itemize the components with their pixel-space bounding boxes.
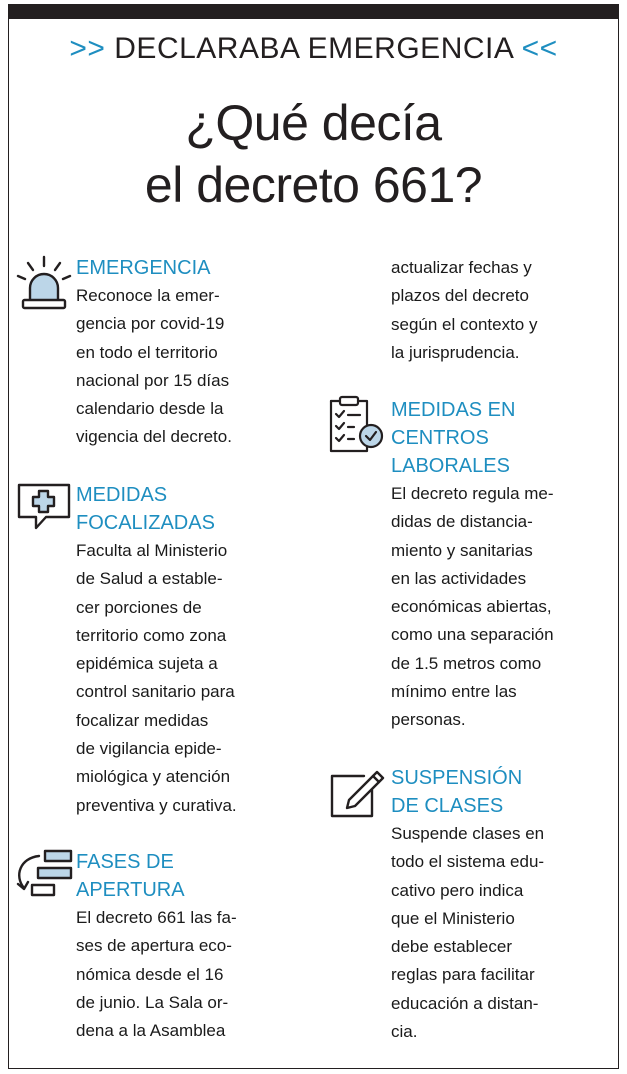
body-line: de Salud a estable-	[76, 569, 223, 589]
section-fases-apertura	[76, 848, 316, 1045]
body-line: de vigilancia epide-	[76, 739, 222, 759]
section-title-line: APERTURA	[76, 879, 185, 901]
body-line: vigencia del decreto.	[76, 427, 232, 447]
body-line: control sanitario para	[76, 682, 235, 702]
body-line: personas.	[391, 710, 466, 730]
section-title-line: FOCALIZADAS	[76, 512, 215, 534]
section-title-line: MEDIDAS EN	[391, 399, 516, 421]
kicker-right-arrows: <<	[521, 32, 558, 65]
page-title	[0, 92, 627, 216]
title-line: el decreto 661?	[144, 157, 483, 213]
body-line: territorio como zona	[76, 625, 227, 645]
body-line: preventiva y curativa.	[76, 795, 237, 815]
body-line: cia.	[391, 1022, 418, 1042]
body-line: como una separación	[391, 625, 554, 645]
body-line: El decreto regula me-	[391, 484, 554, 503]
section-title	[391, 764, 616, 820]
kicker-text: DECLARABA EMERGENCIA	[114, 32, 513, 65]
body-line: de 1.5 metros como	[391, 653, 542, 673]
body-line: didas de distancia-	[391, 512, 533, 532]
section-title-line: CENTROS	[391, 427, 489, 449]
section-emergencia	[76, 254, 316, 452]
body-line: focalizar medidas	[76, 710, 209, 730]
section-title-line: SUSPENSIÓN	[391, 767, 523, 789]
body-line: la jurisprudencia.	[391, 342, 520, 362]
section-suspension-clases	[391, 764, 616, 1046]
body-line: actualizar fechas y	[391, 258, 532, 277]
kicker	[0, 32, 627, 66]
section-title-line: DE CLASES	[391, 795, 504, 817]
medical-chat-icon	[16, 481, 72, 533]
body-line: cer porciones de	[76, 597, 202, 617]
body-line: Faculta al Ministerio	[76, 541, 228, 560]
section-medidas-laborales	[391, 396, 616, 735]
phases-flow-icon	[12, 848, 74, 906]
body-line: El decreto 661 las fa-	[76, 908, 237, 927]
section-title-line: EMERGENCIA	[76, 257, 211, 279]
section-body	[391, 820, 616, 1046]
body-line: mínimo entre las	[391, 682, 517, 702]
section-fases-apertura-continued	[391, 254, 616, 367]
body-line: económicas abiertas,	[391, 597, 552, 617]
body-line: en las actividades	[391, 568, 527, 588]
body-line: plazos del decreto	[391, 286, 529, 306]
section-body	[391, 480, 616, 735]
body-line: miológica y atención	[76, 767, 231, 787]
kicker-left-arrows: >>	[69, 32, 106, 65]
section-body	[76, 904, 316, 1045]
section-title-line: LABORALES	[391, 455, 510, 477]
body-line: reglas para facilitar	[391, 965, 535, 985]
body-line: todo el sistema edu-	[391, 852, 545, 872]
section-body	[391, 254, 616, 367]
section-medidas-focalizadas	[76, 481, 316, 820]
body-line: ses de apertura eco-	[76, 936, 232, 956]
section-title	[76, 848, 316, 904]
title-line: ¿Qué decía	[185, 95, 442, 151]
body-line: debe establecer	[391, 937, 512, 957]
section-title-line: FASES DE	[76, 851, 174, 873]
section-body	[76, 537, 316, 820]
body-line: en todo el territorio	[76, 342, 218, 362]
body-line: nómica desde el 16	[76, 964, 224, 984]
body-line: epidémica sujeta a	[76, 654, 218, 674]
section-body	[76, 282, 316, 452]
body-line: Suspende clases en	[391, 824, 545, 843]
body-line: calendario desde la	[76, 399, 224, 419]
checklist-icon	[326, 394, 386, 456]
body-line: de junio. La Sala or-	[76, 992, 229, 1012]
body-line: según el contexto y	[391, 314, 538, 334]
body-line: gencia por covid-19	[76, 314, 225, 334]
body-line: cativo pero indica	[391, 880, 524, 900]
body-line: nacional por 15 días	[76, 370, 230, 390]
section-title-line: MEDIDAS	[76, 484, 168, 506]
body-line: educación a distan-	[391, 993, 539, 1013]
siren-icon	[14, 254, 74, 312]
section-title	[391, 396, 616, 480]
body-line: miento y sanitarias	[391, 540, 533, 560]
body-line: dena a la Asamblea	[76, 1021, 226, 1041]
section-title	[76, 254, 316, 282]
top-bar	[8, 4, 619, 19]
body-line: Reconoce la emer-	[76, 286, 220, 305]
section-title	[76, 481, 316, 537]
body-line: que el Ministerio	[391, 908, 515, 928]
edit-pencil-icon	[328, 764, 388, 820]
